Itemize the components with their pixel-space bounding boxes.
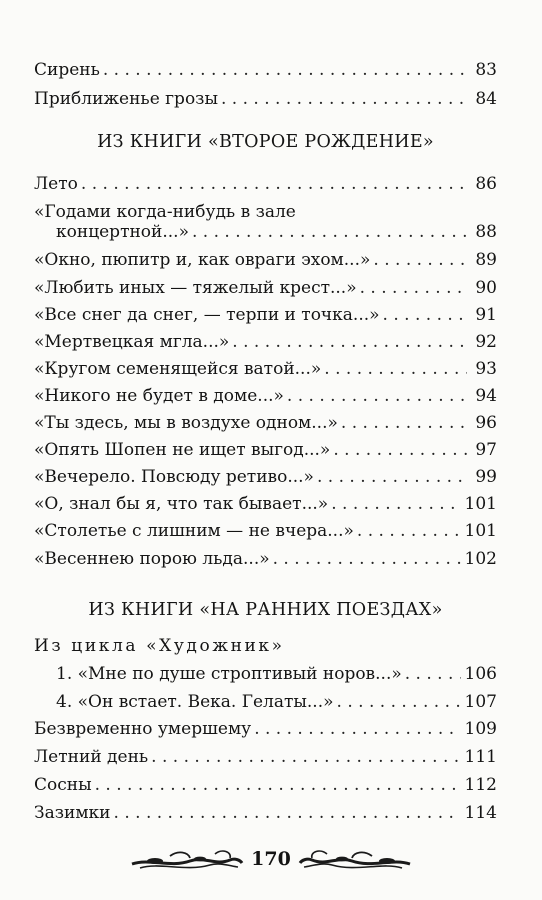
leader-dots [337, 690, 461, 714]
leader-dots [232, 330, 467, 354]
toc-entry-title: 4. «Он встает. Века. Гелаты...» [56, 692, 334, 712]
toc-entry-title: «О, знал бы я, что так бывает...» [34, 494, 329, 514]
leader-dots [151, 745, 460, 769]
leader-dots [192, 220, 467, 244]
toc-entry-page: 99 [475, 467, 497, 487]
toc-entry-title: «Любить иных — тяжелый крест...» [34, 278, 357, 298]
toc-entry-page: 97 [475, 440, 497, 460]
toc-entry-title: «Мертвецкая мгла...» [34, 332, 230, 352]
leader-dots [333, 438, 467, 462]
toc-entry [34, 745, 497, 769]
toc-entry-title: «Опять Шопен не ищет выгод...» [34, 440, 331, 460]
toc-entry-page: 83 [475, 60, 497, 80]
leader-dots [287, 384, 467, 408]
toc-entry-page: 112 [464, 775, 497, 795]
toc-entry [34, 773, 497, 797]
toc-entry-title: Сосны [34, 775, 92, 795]
toc-entry-page: 96 [475, 413, 497, 433]
toc-entry [34, 411, 497, 435]
leader-dots [114, 801, 461, 825]
leader-dots [221, 87, 467, 111]
toc-entry [34, 58, 497, 82]
toc-entry [56, 662, 497, 686]
page-number: 170 [251, 848, 291, 870]
toc-entry [34, 519, 497, 543]
toc-entry-page: 109 [464, 719, 497, 739]
leader-dots [405, 662, 461, 686]
toc-entry [56, 220, 497, 244]
toc-entry-page: 91 [475, 305, 497, 325]
toc-entry [34, 547, 497, 571]
toc-entry-page: 89 [475, 250, 497, 270]
leader-dots [273, 547, 461, 571]
toc-entry [34, 87, 497, 111]
toc-entry-title: 1. «Мне по душе строптивый норов...» [56, 664, 402, 684]
toc-entry-title: «Весеннею порою льда...» [34, 549, 270, 569]
toc-entry-title: Сирень [34, 60, 100, 80]
toc-entry [34, 276, 497, 300]
toc-entry-title: «Никого не будет в доме...» [34, 386, 284, 406]
leader-dots [317, 465, 467, 489]
toc-entry-page: 101 [464, 521, 497, 541]
toc-entry-page: 93 [475, 359, 497, 379]
toc-entry-page: 107 [464, 692, 497, 712]
toc-entry-page: 111 [464, 747, 497, 767]
toc-entry-page: 84 [475, 89, 497, 109]
leader-dots [81, 172, 467, 196]
toc-entry-title: Приближенье грозы [34, 89, 218, 109]
toc-entry [34, 384, 497, 408]
toc-entry [56, 690, 497, 714]
toc-entry-page: 88 [475, 222, 497, 242]
toc-entry-title: Безвременно умершему [34, 719, 252, 739]
toc-entry-title: Лето [34, 174, 78, 194]
toc-entry [34, 248, 497, 272]
toc-entry-page: 90 [475, 278, 497, 298]
toc-entry-page: 92 [475, 332, 497, 352]
toc-entry-line1: «Годами когда-нибудь в зале [34, 202, 296, 222]
toc-entry-title: «Кругом семенящейся ватой...» [34, 359, 322, 379]
leader-dots [103, 58, 467, 82]
page-footer [130, 846, 412, 874]
leader-dots [357, 519, 461, 543]
leader-dots [383, 303, 467, 327]
toc-entry [34, 303, 497, 327]
toc-entry-page: 102 [464, 549, 497, 569]
toc-entry [34, 801, 497, 825]
toc-entry-title: Летний день [34, 747, 149, 767]
leader-dots [373, 248, 467, 272]
toc-entry [34, 438, 497, 462]
toc-entry [34, 492, 497, 516]
leader-dots [254, 717, 460, 741]
toc-entry-page: 101 [464, 494, 497, 514]
leader-dots [360, 276, 467, 300]
toc-entry-page: 94 [475, 386, 497, 406]
toc-entry [34, 330, 497, 354]
leader-dots [341, 411, 467, 435]
toc-entry [34, 172, 497, 196]
leader-dots [324, 357, 467, 381]
cycle-title: Из цикла «Художник» [34, 636, 285, 656]
toc-entry-title: «Столетье с лишним — не вчера...» [34, 521, 354, 541]
toc-entry [34, 717, 497, 741]
toc-entry [34, 465, 497, 489]
section-heading: ИЗ КНИГИ «ВТОРОЕ РОЖДЕНИЕ» [97, 132, 434, 152]
toc-entry-title: «Ты здесь, мы в воздухе одном...» [34, 413, 338, 433]
toc-entry-title: «Все снег да снег, — терпи и точка...» [34, 305, 380, 325]
toc-entry-title: «Вечерело. Повсюду ретиво...» [34, 467, 314, 487]
toc-entry-title: «Окно, пюпитр и, как овраги эхом...» [34, 250, 371, 270]
toc-entry-page: 114 [464, 803, 497, 823]
toc-entry-page: 86 [475, 174, 497, 194]
leader-dots [95, 773, 461, 797]
section-heading: ИЗ КНИГИ «НА РАННИХ ПОЕЗДАХ» [88, 600, 443, 620]
toc-entry-title: Зазимки [34, 803, 111, 823]
toc-entry-page: 106 [464, 664, 497, 684]
toc-entry-title: концертной...» [56, 222, 189, 242]
leader-dots [331, 492, 460, 516]
toc-entry [34, 357, 497, 381]
